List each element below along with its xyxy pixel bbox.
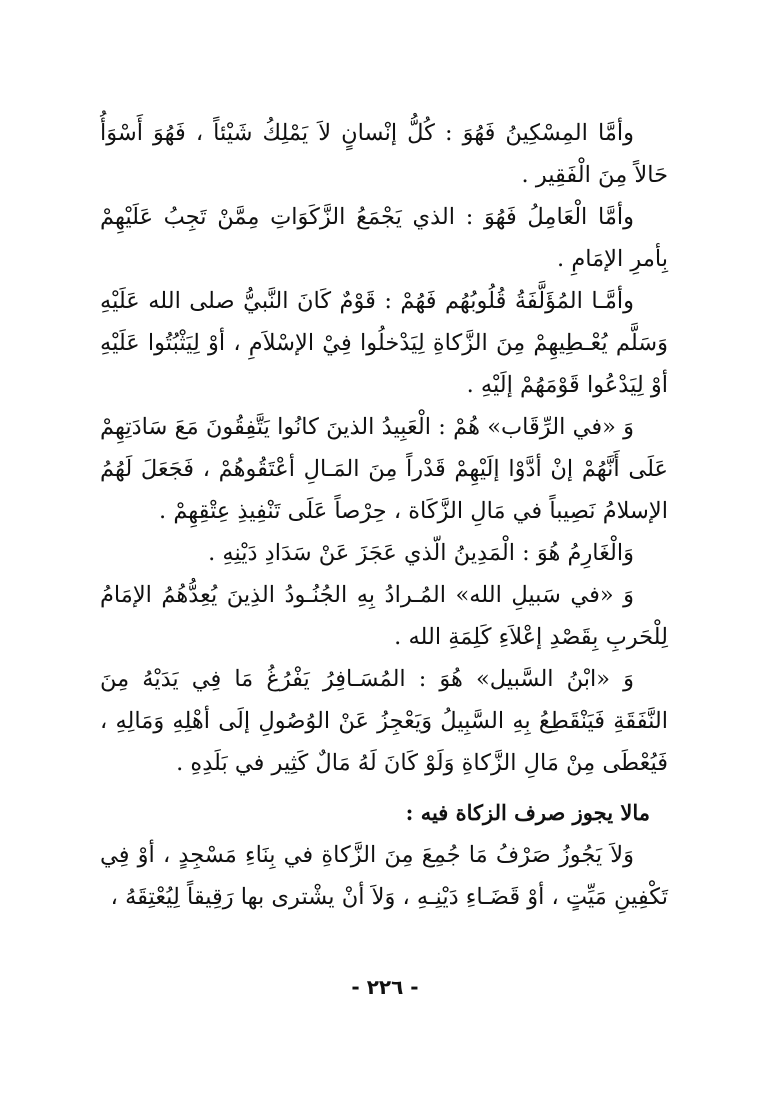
book-page-body: [100, 112, 668, 918]
paragraph-sabil-allah: وَ «في سَبيلِ الله» المُـرادُ بِهِ الجُنُـودُ الذِينَ يُعِدُّهُمُ الإمَامُ لِلْحَربِ بِقَصْدِ إعْلاَءِ كَلِمَةِ الله .: [100, 582, 668, 650]
paragraph-riqab: وَ «في الرِّقَاب» هُمْ : الْعَبِيدُ الذينَ كانُوا يَتَّفِقُونَ مَعَ سَادَتِهِمْ عَلَى أَنَّهُمْ إنْ أدَّوْا إلَيْهِمْ قَدْراً مِنَ المَـالِ أعْتَقُوهُمْ ، فَجَعَلَ لَهُمُ الإسلامُ نَصِيباً في مَالِ الزَّكَاة ، حِرْصاً عَلَى تَنْفِيذِ عِتْقِهِمْ .: [100, 414, 668, 524]
paragraph-gharim: وَالْغَارِمُ هُوَ : الْمَدِينُ الّذي عَجَزَ عَنْ سَدَادِ دَيْنِهِ .: [208, 540, 634, 566]
section-heading: مالا يجوز صرف الزكاة فيه :: [405, 800, 650, 825]
paragraph-not-allowed: وَلاَ يَجُوزُ صَرْفُ مَا جُمِعَ مِنَ الزَّكاةِ في بِنَاءِ مَسْجِدٍ ، أوْ فِي تَكْفِينِ مَيِّتٍ ، أوْ قَضَـاءِ دَيْنِـهِ ، وَلاَ أنْ يشْترى بها رَقِيقاً لِيُعْتِقَهُ ،: [100, 842, 668, 910]
paragraph-muallafa: وأمَّـا المُؤَلَّفَةُ قُلُوبُهُم فَهُمْ : قَوْمٌ كَانَ النَّبيُّ صلى الله عَلَيْهِ وَسَلَّم يُعْـطِيهِمْ مِنَ الزَّكاةِ لِيَدْخلُوا فِيْ الإسْلاَمِ ، أوْ لِيَثْبُتُوا عَلَيْهِ أوْ لِيَدْعُوا قَوْمَهُمْ إلَيْهِ .: [100, 288, 668, 398]
paragraph-miskin: وأمَّا المِسْكِينُ فَهُوَ : كُلُّ إنْسانٍ لاَ يَمْلِكُ شَيْئاً ، فَهُوَ أَسْوَأُ حَالاً مِنَ الْفَقِير .: [100, 120, 668, 188]
paragraph-ibn-sabil: وَ «ابْنُ السَّبيل» هُوَ : المُسَـافِرُ يَفْرُغُ مَا فِي يَدَيْهُ مِنَ النَّفَقَةِ فَيَنْقَطِعُ بِهِ السَّبِيلُ وَيَعْجِزُ عَنْ الوُصُولِ إلَى أهْلِهِ وَمَالِهِ ، فَيُعْطَى مِنْ مَالِ الزَّكاةِ وَلَوْ كَانَ لَهُ مَالٌ كَثِير في بَلَدِهِ .: [100, 666, 668, 776]
paragraph-amil: وأمَّا الْعَامِلُ فَهُوَ : الذي يَجْمَعُ الزَّكَوَاتِ مِمَّنْ تَجِبُ عَلَيْهِمْ بِأمرِ الإمَامِ .: [100, 204, 668, 272]
page-number: - ٢٢٦ -: [351, 975, 419, 999]
